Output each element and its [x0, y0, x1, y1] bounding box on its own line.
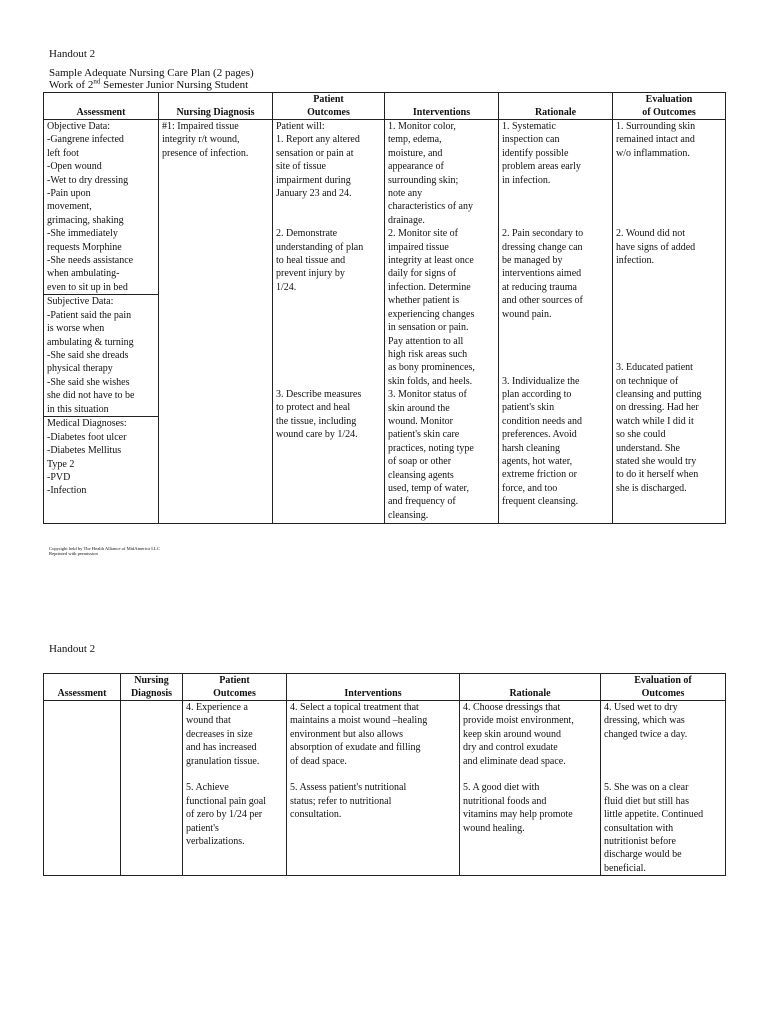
- header-interventions: Interventions: [385, 93, 499, 120]
- text-line: 4. Experience a: [186, 702, 248, 713]
- table-header-row: [44, 93, 726, 120]
- text-line: wound care by 1/24.: [276, 429, 358, 441]
- text-line: patient's skin: [502, 402, 555, 414]
- text-line: vitamins may help promote: [463, 809, 573, 821]
- text-line: patient's skin care: [388, 429, 460, 441]
- text-line: -Patient said the pain: [47, 309, 132, 321]
- text-line: extreme friction or: [502, 469, 577, 481]
- text-line: ambulating & turning: [47, 336, 134, 348]
- text-line: identify possible: [502, 147, 569, 159]
- text-line: site of tissue: [276, 161, 326, 173]
- text-line: absorption of exudate and filling: [290, 742, 421, 754]
- text-line: consultation with: [604, 822, 674, 834]
- text-line: preferences. Avoid: [502, 429, 577, 441]
- header-assessment: Assessment: [44, 674, 121, 701]
- text-line: 2. Pain secondary to: [502, 228, 584, 240]
- text-line: of soap or other: [388, 456, 452, 468]
- table-header-row: [44, 674, 726, 701]
- text-line: keep skin around wound: [463, 728, 562, 740]
- text-line: when ambulating-: [47, 268, 120, 280]
- text-line: Type 2: [47, 458, 75, 470]
- assessment-medical-diagnoses: [44, 417, 159, 524]
- text-line: frequent cleansing.: [502, 496, 579, 508]
- text-line: interventions aimed: [502, 268, 582, 280]
- text-line: -PVD: [47, 471, 71, 483]
- text-line: as bony prominences,: [388, 362, 475, 374]
- text-line: cleansing.: [388, 509, 429, 521]
- text-line: even to sit up in bed: [47, 281, 128, 293]
- text-line: presence of infection.: [162, 147, 249, 159]
- header-nursing-diagnosis: Nursing Diagnosis: [159, 93, 273, 120]
- rationale-cell: [499, 120, 613, 524]
- text-line: infection. Determine: [388, 281, 471, 293]
- header-patient-outcomes: Patient Outcomes: [273, 93, 385, 120]
- text-line: 4. Choose dressings that: [463, 702, 561, 713]
- text-line: 3. Individualize the: [502, 375, 580, 387]
- text-line: nutritionist before: [604, 836, 676, 848]
- text-line: she is discharged.: [616, 482, 687, 494]
- text-line: the tissue, including: [276, 415, 357, 427]
- text-line: plan according to: [502, 389, 572, 401]
- text-line: to protect and heal: [276, 402, 351, 414]
- text-line: on technique of: [616, 375, 679, 387]
- text-line: provide moist environment,: [463, 715, 574, 727]
- text-line: and frequency of: [388, 496, 456, 508]
- assessment-objective-data: [44, 120, 159, 295]
- text-line: functional pain goal: [186, 795, 266, 807]
- text-line: 1. Systematic: [502, 121, 556, 132]
- text-line: problem areas early: [502, 161, 581, 173]
- text-line: 5. A good diet with: [463, 782, 540, 794]
- text-line: -Gangrene infected: [47, 134, 124, 146]
- text-line: 4. Used wet to dry: [604, 702, 678, 713]
- header-evaluation: Evaluation of Outcomes: [601, 674, 726, 701]
- text-line: wound that: [186, 715, 231, 727]
- text-line: granulation tissue.: [186, 755, 260, 767]
- text-line: discharge would be: [604, 849, 682, 861]
- evaluation-cell: [601, 701, 726, 876]
- text-line: Medical Diagnoses:: [47, 418, 127, 430]
- text-line: 5. Achieve: [186, 782, 229, 794]
- text-line: daily for signs of: [388, 268, 457, 280]
- text-line: verbalizations.: [186, 836, 245, 848]
- text-line: Objective Data:: [47, 121, 111, 132]
- text-line: fluid diet but still has: [604, 795, 689, 807]
- text-line: environment but also allows: [290, 728, 404, 740]
- text-line: stated she would try: [616, 455, 697, 467]
- text-line: January 23 and 24.: [276, 188, 352, 200]
- text-line: changed twice a day.: [604, 728, 688, 740]
- text-line: decreases in size: [186, 728, 253, 740]
- text-line: sensation or pain at: [276, 147, 354, 159]
- text-line: little appetite. Continued: [604, 809, 704, 821]
- text-line: beneficial.: [604, 862, 646, 874]
- text-line: watch while I did it: [616, 415, 694, 427]
- text-line: 3. Educated patient: [616, 362, 693, 374]
- text-line: and eliminate dead space.: [463, 755, 566, 767]
- text-line: impaired tissue: [388, 241, 449, 253]
- text-line: 1/24.: [276, 281, 297, 293]
- document-subtitle: Work of 2nd Semester Junior Nursing Student: [49, 77, 249, 91]
- text-line: status; refer to nutritional: [290, 795, 392, 807]
- text-line: wound healing.: [463, 822, 525, 834]
- text-line: characteristics of any: [388, 201, 473, 213]
- text-line: nutritional foods and: [463, 795, 547, 807]
- handout-label: Handout 2: [49, 48, 96, 60]
- text-line: 2. Demonstrate: [276, 228, 338, 240]
- text-line: and has increased: [186, 742, 257, 754]
- text-line: be managed by: [502, 255, 563, 267]
- text-line: and other sources of: [502, 295, 583, 307]
- text-line: consultation.: [290, 809, 342, 821]
- text-line: -She said she wishes: [47, 376, 130, 388]
- text-line: in sensation or pain.: [388, 322, 469, 334]
- text-line: requests Morphine: [47, 241, 122, 253]
- interventions-cell: [385, 120, 499, 524]
- text-line: physical therapy: [47, 363, 113, 375]
- evaluation-cell: [613, 120, 726, 524]
- text-line: integrity r/t wound,: [162, 134, 240, 146]
- text-line: #1: Impaired tissue: [162, 121, 239, 132]
- text-line: Subjective Data:: [47, 296, 114, 308]
- text-line: left foot: [47, 147, 79, 159]
- text-line: 3. Monitor status of: [388, 389, 467, 401]
- text-line: condition needs and: [502, 415, 582, 427]
- text-line: wound. Monitor: [388, 415, 453, 427]
- text-line: integrity at least once: [388, 255, 474, 267]
- text-line: -Diabetes foot ulcer: [47, 431, 127, 443]
- text-line: 1. Monitor color,: [388, 121, 456, 132]
- text-line: in this situation: [47, 403, 109, 415]
- text-line: maintains a moist wound –healing: [290, 715, 428, 727]
- header-nursing-diagnosis: Nursing Diagnosis: [121, 674, 183, 701]
- text-line: note any: [388, 188, 423, 200]
- text-line: harsh cleaning: [502, 442, 561, 454]
- text-line: w/o inflammation.: [616, 147, 690, 159]
- text-line: at reducing trauma: [502, 281, 577, 293]
- copyright-notice: Copyright held by The Health Alliance of MidAmerica LLC: [49, 546, 160, 551]
- text-line: cleansing and putting: [616, 388, 702, 400]
- text-line: practices, noting type: [388, 442, 474, 454]
- assessment-subjective-data: [44, 295, 159, 417]
- text-line: prevent injury by: [276, 268, 345, 280]
- table-row: [44, 701, 726, 876]
- text-line: -Wet to dry dressing: [47, 174, 129, 186]
- text-line: -She said she dreads: [47, 349, 129, 361]
- text-line: 1. Surrounding skin: [616, 121, 696, 132]
- care-plan-table-page2: [43, 673, 726, 876]
- handout-label-page2: Handout 2: [49, 643, 96, 655]
- text-line: surrounding skin;: [388, 174, 459, 186]
- text-line: 2. Monitor site of: [388, 228, 458, 240]
- text-line: have signs of added: [616, 241, 696, 253]
- text-line: inspection can: [502, 134, 560, 146]
- text-line: temp, edema,: [388, 134, 442, 146]
- text-line: to heal tissue and: [276, 255, 346, 267]
- text-line: of zero by 1/24 per: [186, 809, 263, 821]
- text-line: moisture, and: [388, 147, 443, 159]
- text-line: 1. Report any altered: [276, 134, 360, 146]
- text-line: in infection.: [502, 174, 551, 186]
- assessment-cell-empty: [44, 701, 121, 876]
- text-line: force, and too: [502, 482, 558, 494]
- care-plan-table-page1: [43, 92, 726, 524]
- document-title: Sample Adequate Nursing Care Plan (2 pages): [49, 67, 254, 79]
- text-line: 5. Assess patient's nutritional: [290, 782, 407, 794]
- text-line: -Infection: [47, 485, 87, 497]
- header-evaluation: Evaluation of Outcomes: [613, 93, 726, 120]
- rationale-cell: [460, 701, 601, 876]
- text-line: -Open wound: [47, 161, 102, 173]
- text-line: -She immediately: [47, 228, 118, 240]
- table-row: [44, 120, 726, 295]
- text-line: -She needs assistance: [47, 255, 134, 267]
- text-line: -Diabetes Mellitus: [47, 445, 122, 457]
- patient-outcomes-cell: [273, 120, 385, 524]
- text-line: appearance of: [388, 161, 444, 173]
- text-line: patient's: [186, 822, 219, 834]
- text-line: to do it herself when: [616, 469, 699, 481]
- header-rationale: Rationale: [499, 93, 613, 120]
- text-line: dry and control exudate: [463, 742, 558, 754]
- text-line: 5. She was on a clear: [604, 782, 689, 794]
- text-line: cleansing agents: [388, 469, 454, 481]
- reprint-notice: Reprinted with permission: [49, 551, 98, 556]
- text-line: -Pain upon: [47, 188, 91, 200]
- text-line: skin around the: [388, 402, 450, 414]
- text-line: remained intact and: [616, 134, 695, 146]
- text-line: skin folds, and heels.: [388, 375, 473, 387]
- text-line: understand. She: [616, 442, 680, 454]
- header-rationale: Rationale: [460, 674, 601, 701]
- text-line: understanding of plan: [276, 241, 364, 253]
- text-line: she did not have to be: [47, 390, 135, 402]
- header-interventions: Interventions: [287, 674, 460, 701]
- text-line: wound pain.: [502, 308, 552, 320]
- text-line: infection.: [616, 254, 655, 266]
- text-line: 4. Select a topical treatment that: [290, 702, 419, 713]
- text-line: experiencing changes: [388, 308, 475, 320]
- text-line: 2. Wound did not: [616, 228, 686, 240]
- header-patient-outcomes: Patient Outcomes: [183, 674, 287, 701]
- text-line: used, temp of water,: [388, 482, 469, 494]
- text-line: grimacing, shaking: [47, 214, 124, 226]
- text-line: movement,: [47, 201, 92, 213]
- text-line: agents, hot water,: [502, 456, 573, 468]
- patient-outcomes-cell: [183, 701, 287, 876]
- nursing-diagnosis-cell-empty: [121, 701, 183, 876]
- text-line: on dressing. Had her: [616, 402, 699, 414]
- nursing-diagnosis-cell: [159, 120, 273, 524]
- interventions-cell: [287, 701, 460, 876]
- header-assessment: Assessment: [44, 93, 159, 120]
- text-line: 3. Describe measures: [276, 388, 362, 400]
- text-line: impairment during: [276, 174, 351, 186]
- text-line: Patient will:: [276, 121, 325, 132]
- text-line: Pay attention to all: [388, 335, 464, 347]
- text-line: so she could: [616, 429, 666, 441]
- text-line: dressing, which was: [604, 715, 685, 727]
- text-line: of dead space.: [290, 755, 347, 767]
- text-line: drainage.: [388, 214, 425, 226]
- text-line: whether patient is: [388, 295, 460, 307]
- text-line: dressing change can: [502, 241, 583, 253]
- text-line: high risk areas such: [388, 348, 468, 360]
- text-line: is worse when: [47, 323, 105, 335]
